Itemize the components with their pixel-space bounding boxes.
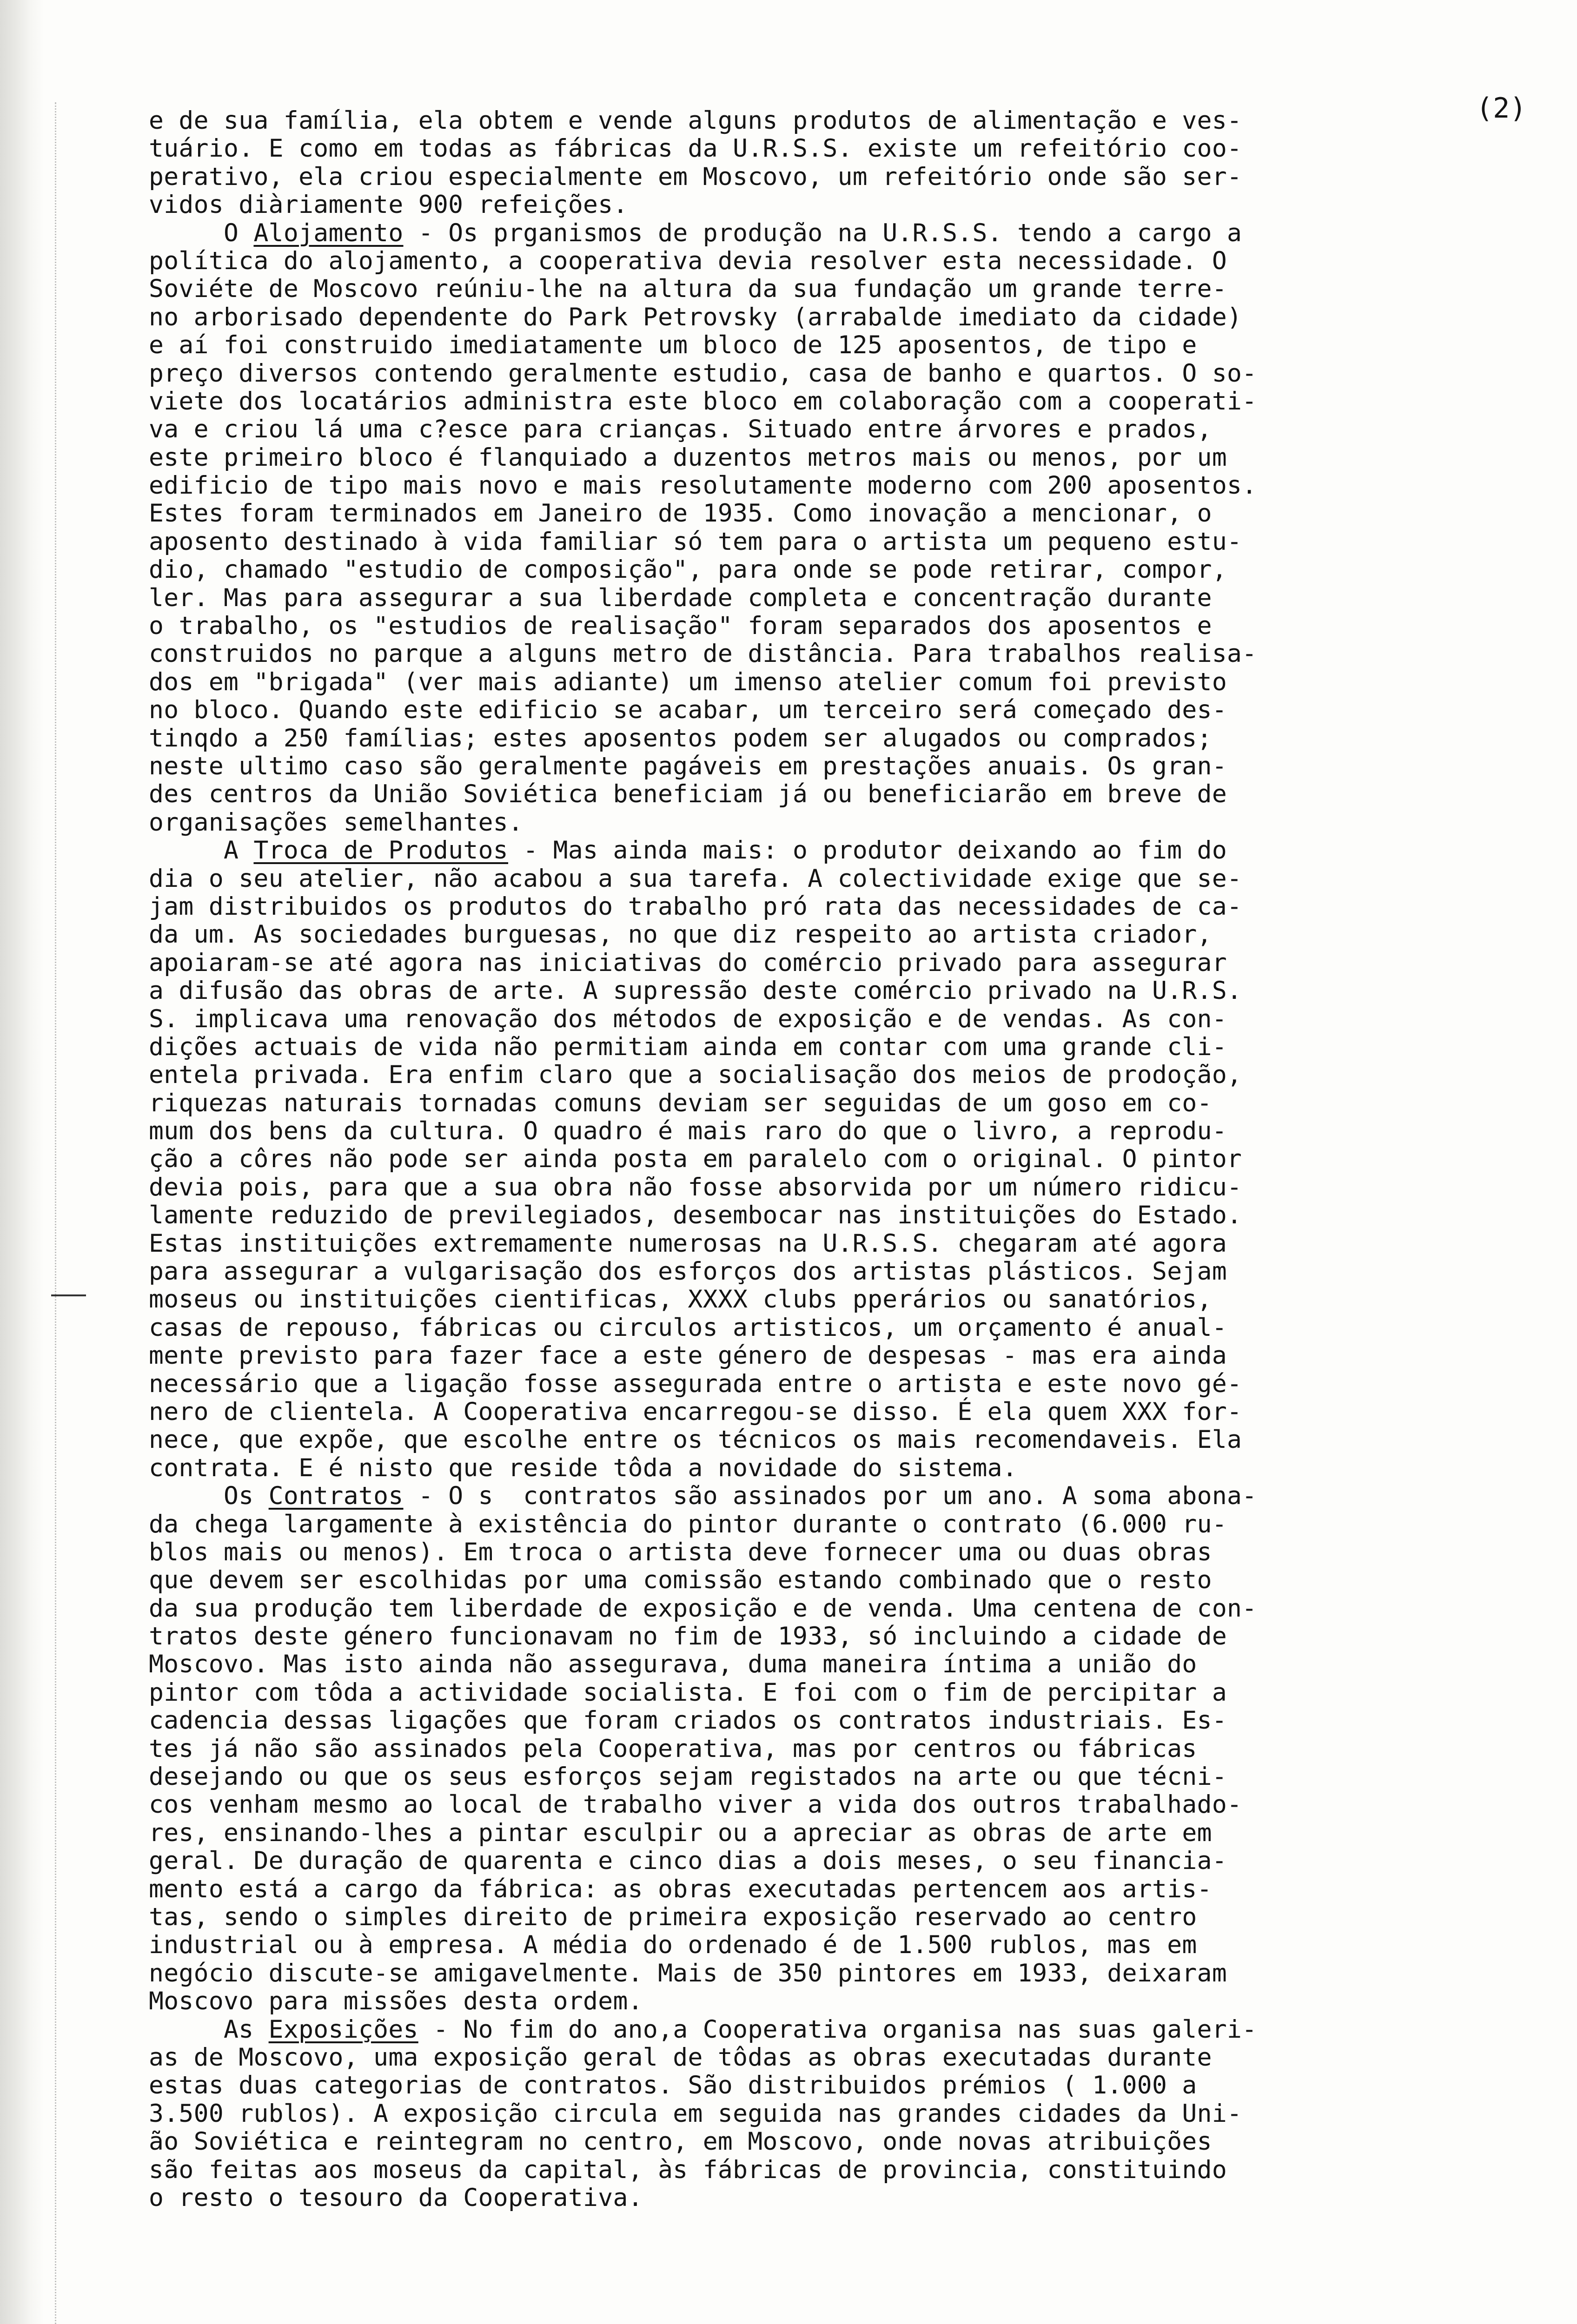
text-line: tinqdo a 250 famílias; estes aposentos podem ser alugados ou comprados;: [149, 724, 1212, 753]
text-line: Soviéte de Moscovo reúniu-lhe na altura da sua fundação um grande terre-: [149, 275, 1227, 304]
text-line: edificio de tipo mais novo e mais resolutamente moderno com 200 aposentos.: [149, 471, 1257, 500]
text-line: A Troca de Produtos - Mas ainda mais: o produtor deixando ao fim do: [149, 836, 1227, 865]
text-line: preço diversos contendo geralmente estudio, casa de banho e quartos. O so-: [149, 359, 1257, 388]
binding-edge-shadow: [0, 0, 44, 2324]
text-line: para assegurar a vulgarisação dos esforços dos artistas plásticos. Sejam: [149, 1257, 1227, 1286]
text-line: ão Soviética e reintegram no centro, em Moscovo, onde novas atribuições: [149, 2127, 1212, 2156]
text-line: estas duas categorias de contratos. São distribuidos prémios ( 1.000 a: [149, 2071, 1197, 2100]
text-line: negócio discute-se amigavelmente. Mais de 350 pintores em 1933, deixaram: [149, 1959, 1227, 1987]
text-line: Estas instituições extremamente numerosas na U.R.S.S. chegaram até agora: [149, 1229, 1227, 1258]
binding-holes: [55, 102, 61, 2324]
text-line: des centros da União Soviética beneficiam já ou beneficiarão em breve de: [149, 780, 1227, 809]
text-line: necessário que a ligação fosse assegurada entre o artista e este novo gé-: [149, 1369, 1242, 1398]
text-line: da um. As sociedades burguesas, no que diz respeito ao artista criador,: [149, 920, 1212, 949]
text-line: da sua produção tem liberdade de exposição e de venda. Uma centena de con-: [149, 1594, 1257, 1623]
page-number: (2): [1476, 92, 1527, 125]
margin-mark: [51, 1294, 86, 1296]
text-line: tes já não são assinados pela Cooperativa, mas por centros ou fábricas: [149, 1734, 1197, 1763]
text-line: tuário. E como em todas as fábricas da U.R.S.S. existe um refeitório coo-: [149, 134, 1242, 163]
text-line: apoiaram-se até agora nas iniciativas do comércio privado para assegurar: [149, 948, 1227, 977]
text-line: organisações semelhantes.: [149, 808, 523, 837]
text-line: blos mais ou menos). Em troca o artista deve fornecer uma ou duas obras: [149, 1538, 1212, 1566]
text-line: pintor com tôda a actividade socialista. E foi com o fim de percipitar a: [149, 1678, 1227, 1707]
text-line: ção a côres não pode ser ainda posta em paralelo com o original. O pintor: [149, 1145, 1242, 1174]
text-line: são feitas aos moseus da capital, às fábricas de provincia, constituindo: [149, 2155, 1227, 2184]
body-text: [149, 107, 1534, 2212]
text-line: dos em "brigada" (ver mais adiante) um imenso atelier comum foi previsto: [149, 667, 1227, 696]
text-line: Estes foram terminados em Janeiro de 1935. Como inovação a mencionar, o: [149, 499, 1212, 528]
text-line: mum dos bens da cultura. O quadro é mais raro do que o livro, a reprodu-: [149, 1117, 1227, 1146]
text-line: dições actuais de vida não permitiam ainda em contar com uma grande cli-: [149, 1032, 1227, 1061]
text-line: Os Contratos - O s contratos são assinados por um ano. A soma abona-: [149, 1482, 1257, 1511]
text-line: da chega largamente à existência do pintor durante o contrato (6.000 ru-: [149, 1510, 1227, 1538]
section-heading: Alojamento: [253, 218, 404, 247]
text-line: perativo, ela criou especialmente em Moscovo, um refeitório onde são ser-: [149, 162, 1242, 191]
text-line: mente previsto para fazer face a este género de despesas - mas era ainda: [149, 1341, 1227, 1370]
text-line: casas de repouso, fábricas ou circulos artisticos, um orçamento é anual-: [149, 1313, 1227, 1342]
text-line: o trabalho, os "estudios de realisação" foram separados dos aposentos e: [149, 612, 1212, 640]
text-line: lamente reduzido de previlegiados, desembocar nas instituições do Estado.: [149, 1201, 1242, 1230]
section-heading: Contratos: [268, 1482, 404, 1511]
text-line: Moscovo para missões desta ordem.: [149, 1987, 643, 2016]
text-line: tratos deste género funcionavam no fim de 1933, só incluindo a cidade de: [149, 1622, 1227, 1651]
text-line: contrata. E é nisto que reside tôda a novidade do sistema.: [149, 1453, 1018, 1482]
text-line: e de sua família, ela obtem e vende alguns produtos de alimentação e ves-: [149, 106, 1242, 135]
text-line: moseus ou instituições cientificas, XXXX clubs pperários ou sanatórios,: [149, 1285, 1212, 1314]
text-line: nero de clientela. A Cooperativa encarregou-se disso. É ela quem XXX for-: [149, 1397, 1242, 1426]
text-line: mento está a cargo da fábrica: as obras executadas pertencem aos artis-: [149, 1875, 1212, 1903]
text-line: política do alojamento, a cooperativa devia resolver esta necessidade. O: [149, 246, 1227, 275]
text-line: construidos no parque a alguns metro de distância. Para trabalhos realisa-: [149, 640, 1257, 668]
text-line: neste ultimo caso são geralmente pagáveis em prestações anuais. Os gran-: [149, 752, 1227, 780]
text-line: viete dos locatários administra este bloco em colaboração com a cooperati-: [149, 387, 1257, 416]
text-line: desejando ou que os seus esforços sejam registados na arte ou que técni-: [149, 1763, 1227, 1791]
text-line: industrial ou à empresa. A média do ordenado é de 1.500 rublos, mas em: [149, 1931, 1197, 1960]
text-line: no bloco. Quando este edificio se acabar, um terceiro será começado des-: [149, 696, 1227, 725]
text-line: que devem ser escolhidas por uma comissão estando combinado que o resto: [149, 1566, 1212, 1595]
text-line: no arborisado dependente do Park Petrovsky (arrabalde imediato da cidade): [149, 303, 1242, 331]
text-line: aposento destinado à vida familiar só tem para o artista um pequeno estu-: [149, 527, 1242, 556]
text-line: o resto o tesouro da Cooperativa.: [149, 2183, 643, 2212]
text-line: cadencia dessas ligações que foram criados os contratos industriais. Es-: [149, 1706, 1227, 1735]
text-line: As Exposições - No fim do ano,a Cooperativa organisa nas suas galeri-: [149, 2015, 1257, 2044]
text-line: dio, chamado "estudio de composição", para onde se pode retirar, compor,: [149, 555, 1227, 584]
text-line: ler. Mas para assegurar a sua liberdade completa e concentração durante: [149, 583, 1212, 612]
text-line: O Alojamento - Os prganismos de produção na U.R.S.S. tendo a cargo a: [149, 218, 1242, 247]
text-line: va e criou lá uma c?esce para crianças. Situado entre árvores e prados,: [149, 415, 1212, 444]
text-line: 3.500 rublos). A exposição circula em seguida nas grandes cidades da Uni-: [149, 2099, 1242, 2128]
text-line: devia pois, para que a sua obra não fosse absorvida por um número ridicu-: [149, 1173, 1242, 1202]
text-line: geral. De duração de quarenta e cinco dias a dois meses, o seu financia-: [149, 1847, 1227, 1875]
section-heading: Troca de Produtos: [253, 836, 509, 865]
text-line: entela privada. Era enfim claro que a socialisação dos meios de prodoção,: [149, 1061, 1242, 1089]
text-line: tas, sendo o simples direito de primeira exposição reservado ao centro: [149, 1903, 1197, 1931]
section-heading: Exposições: [268, 2015, 418, 2044]
text-line: a difusão das obras de arte. A supressão deste comércio privado na U.R.S.: [149, 977, 1242, 1005]
text-line: cos venham mesmo ao local de trabalho viver a vida dos outros trabalhado-: [149, 1790, 1242, 1819]
text-line: dia o seu atelier, não acabou a sua tarefa. A colectividade exige que se-: [149, 864, 1242, 893]
text-line: res, ensinando-lhes a pintar esculpir ou a apreciar as obras de arte em: [149, 1818, 1212, 1847]
text-line: riquezas naturais tornadas comuns deviam ser seguidas de um goso em co-: [149, 1089, 1212, 1117]
text-line: jam distribuidos os produtos do trabalho pró rata das necessidades de ca-: [149, 892, 1242, 921]
text-line: Moscovo. Mas isto ainda não assegurava, duma maneira íntima a união do: [149, 1650, 1197, 1679]
text-line: nece, que expõe, que escolhe entre os técnicos os mais recomendaveis. Ela: [149, 1426, 1242, 1454]
text-line: S. implicava uma renovação dos métodos de exposição e de vendas. As con-: [149, 1004, 1227, 1033]
text-line: e aí foi construido imediatamente um bloco de 125 aposentos, de tipo e: [149, 331, 1197, 360]
text-line: as de Moscovo, uma exposição geral de tôdas as obras executadas durante: [149, 2043, 1212, 2072]
text-line: este primeiro bloco é flanquiado a duzentos metros mais ou menos, por um: [149, 443, 1227, 472]
text-line: vidos diàriamente 900 refeições.: [149, 191, 628, 219]
